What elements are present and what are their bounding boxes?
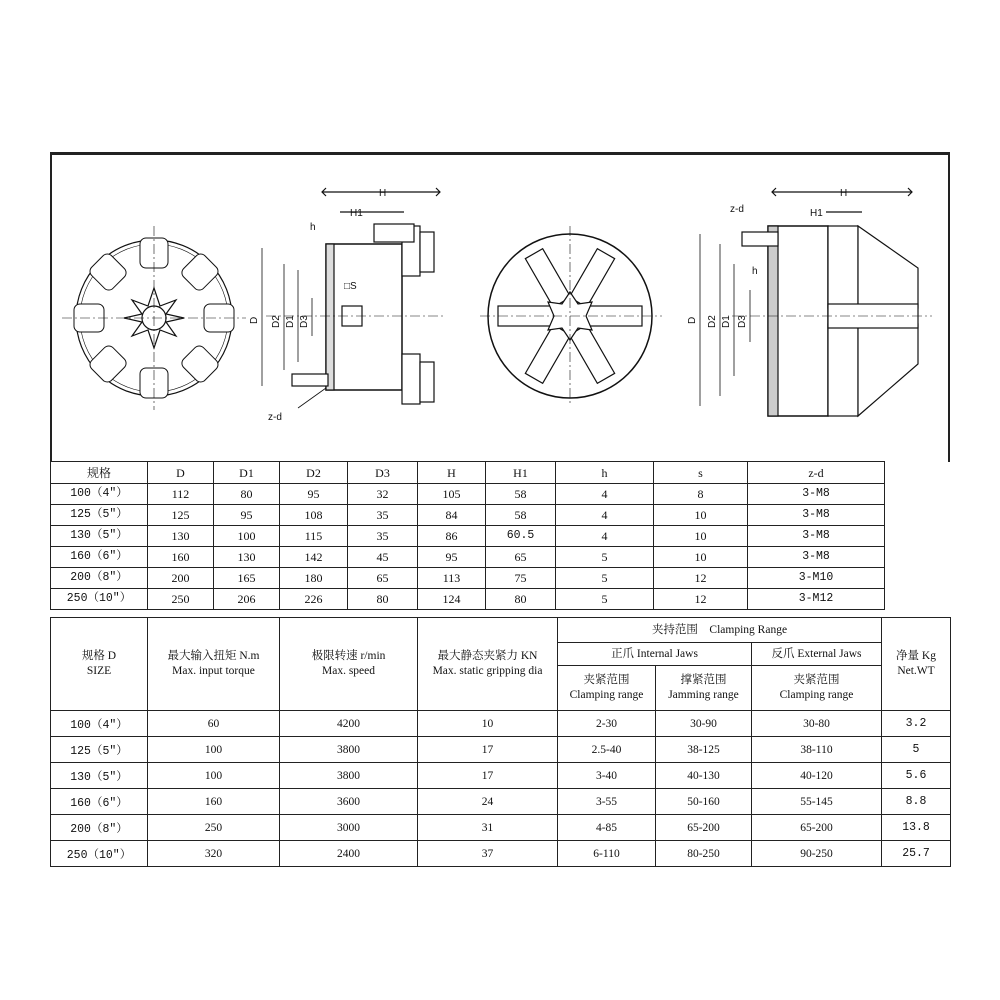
cell: 113 (418, 568, 486, 589)
technical-drawings (52, 156, 948, 460)
force-header (418, 618, 558, 711)
cell: 226 (280, 589, 348, 610)
cell: 100 (148, 763, 280, 789)
spec-header-row (51, 462, 885, 484)
internal-clamping-en: Clamping range (569, 689, 644, 701)
cell: 40-120 (752, 763, 882, 789)
cell: 10 (654, 526, 748, 547)
cell: 65-200 (656, 815, 752, 841)
cell: 4200 (280, 711, 418, 737)
frame-top-rule (50, 152, 950, 155)
external-clamping-en: Clamping range (779, 689, 854, 701)
cell: 3-M8 (748, 484, 885, 505)
cell: 3-40 (558, 763, 656, 789)
cell: 2-30 (558, 711, 656, 737)
header-small-h: h (556, 462, 654, 484)
cell: 3-55 (558, 789, 656, 815)
cell: 250 (148, 815, 280, 841)
dim-d-label: D (249, 316, 260, 324)
dim-zd-label-2: z-d (730, 204, 744, 215)
cell: 25.7 (882, 841, 951, 867)
dim-d1-label-2: D1 (721, 315, 732, 328)
cell: 10 (418, 711, 558, 737)
cell: 4 (556, 505, 654, 526)
table-row (51, 526, 885, 547)
cell: 31 (418, 815, 558, 841)
cell: 40-130 (656, 763, 752, 789)
table-row (51, 711, 951, 737)
cell: 115 (280, 526, 348, 547)
speed-header-cn: 极限转速 r/min (311, 650, 386, 662)
cell: 125 (148, 505, 214, 526)
torque-header-en: Max. input torque (172, 665, 255, 677)
cell: 3-M8 (748, 547, 885, 568)
dimension-spec-table (50, 461, 885, 610)
weight-header (882, 618, 951, 711)
side-view-drawing (249, 188, 444, 423)
table-row (51, 568, 885, 589)
cell: 30-90 (656, 711, 752, 737)
external-clamping-header (752, 666, 882, 711)
cell: 65 (486, 547, 556, 568)
dim-h-label-2: H (840, 188, 848, 199)
cell: 38-110 (752, 737, 882, 763)
cell: 320 (148, 841, 280, 867)
force-header-en: Max. static gripping dia (432, 665, 543, 677)
size-header (51, 618, 148, 711)
speed-header-en: Max. speed (321, 665, 375, 677)
back-view-drawing (480, 226, 662, 406)
cell: 125（5″） (51, 737, 148, 763)
speed-header (280, 618, 418, 711)
jamming-en: Jamming range (668, 689, 739, 701)
cell: 95 (418, 547, 486, 568)
cell: 32 (348, 484, 418, 505)
cell: 80 (348, 589, 418, 610)
cell: 100（4″） (51, 484, 148, 505)
cell: 3.2 (882, 711, 951, 737)
performance-spec-table (50, 617, 951, 867)
dim-h1-label: H1 (350, 208, 363, 219)
torque-header-cn: 最大输入扭矩 N.m (167, 650, 260, 662)
cell: 12 (654, 589, 748, 610)
cell: 45 (348, 547, 418, 568)
cell: 108 (280, 505, 348, 526)
dim-small-h-label: h (310, 222, 316, 233)
cell: 37 (418, 841, 558, 867)
cell: 4-85 (558, 815, 656, 841)
cell: 35 (348, 526, 418, 547)
cell: 65 (348, 568, 418, 589)
dim-small-h-label-2: h (752, 266, 758, 277)
dim-d3-label: D3 (299, 315, 310, 328)
cell: 180 (280, 568, 348, 589)
cell: 55-145 (752, 789, 882, 815)
cell: 2.5-40 (558, 737, 656, 763)
cell: 5 (556, 547, 654, 568)
jamming-cn: 撑紧范围 (680, 674, 727, 686)
cell: 3-M8 (748, 526, 885, 547)
cell: 160 (148, 789, 280, 815)
cell: 60 (148, 711, 280, 737)
frame-right-rule (948, 152, 950, 462)
cell: 3-M12 (748, 589, 885, 610)
header-size: 规格 (51, 462, 148, 484)
cell: 60.5 (486, 526, 556, 547)
cell: 10 (654, 505, 748, 526)
external-clamping-cn: 夹紧范围 (793, 674, 840, 686)
cell: 130（5″） (51, 763, 148, 789)
dim-zd-label: z-d (268, 412, 282, 423)
cell: 130 (214, 547, 280, 568)
cell: 6-110 (558, 841, 656, 867)
cell: 10 (654, 547, 748, 568)
cell: 5 (556, 589, 654, 610)
internal-jaws-header: 正爪 Internal Jaws (558, 643, 752, 666)
dim-d2-label-2: D2 (707, 315, 718, 328)
table-row (51, 484, 885, 505)
cell: 130（5″） (51, 526, 148, 547)
dim-s-label: □S (344, 281, 357, 292)
cell: 50-160 (656, 789, 752, 815)
cell: 250 (148, 589, 214, 610)
cell: 5.6 (882, 763, 951, 789)
header-d2: D2 (280, 462, 348, 484)
cell: 80 (214, 484, 280, 505)
cell: 58 (486, 505, 556, 526)
cell: 200（8″） (51, 815, 148, 841)
cell: 5 (556, 568, 654, 589)
header-h: H (418, 462, 486, 484)
cell: 86 (418, 526, 486, 547)
cell: 90-250 (752, 841, 882, 867)
cell: 100（4″） (51, 711, 148, 737)
cell: 95 (280, 484, 348, 505)
cell: 75 (486, 568, 556, 589)
internal-clamping-header (558, 666, 656, 711)
dim-d2-label: D2 (271, 315, 282, 328)
weight-header-en: Net.WT (897, 665, 935, 677)
external-jaws-header: 反爪 External Jaws (752, 643, 882, 666)
header-d1: D1 (214, 462, 280, 484)
cell: 12 (654, 568, 748, 589)
dim-h-label: H (379, 188, 387, 199)
force-header-cn: 最大静态夹紧力 KN (437, 650, 538, 662)
cell: 105 (418, 484, 486, 505)
header-s: s (654, 462, 748, 484)
cell: 3-M8 (748, 505, 885, 526)
cell: 3800 (280, 763, 418, 789)
cell: 160（6″） (51, 789, 148, 815)
cell: 142 (280, 547, 348, 568)
dim-d1-label: D1 (285, 315, 296, 328)
table-row (51, 815, 951, 841)
perf-header-row-1 (51, 618, 951, 643)
cell: 80-250 (656, 841, 752, 867)
cell: 112 (148, 484, 214, 505)
cell: 80 (486, 589, 556, 610)
dim-h1-label-2: H1 (810, 208, 823, 219)
header-h1: H1 (486, 462, 556, 484)
table-row (51, 763, 951, 789)
cell: 100 (214, 526, 280, 547)
cell: 165 (214, 568, 280, 589)
cell: 84 (418, 505, 486, 526)
table-row (51, 841, 951, 867)
section-view-drawing (687, 188, 932, 416)
header-d3: D3 (348, 462, 418, 484)
cell: 8 (654, 484, 748, 505)
cell: 2400 (280, 841, 418, 867)
torque-header (148, 618, 280, 711)
table-row (51, 505, 885, 526)
dim-d-label-2: D (687, 316, 698, 324)
cell: 200 (148, 568, 214, 589)
cell: 17 (418, 763, 558, 789)
cell: 8.8 (882, 789, 951, 815)
size-header-cn: 规格 D (81, 650, 117, 662)
cell: 100 (148, 737, 280, 763)
internal-clamping-cn: 夹紧范围 (583, 674, 630, 686)
cell: 13.8 (882, 815, 951, 841)
cell: 3000 (280, 815, 418, 841)
cell: 160（6″） (51, 547, 148, 568)
cell: 17 (418, 737, 558, 763)
cell: 3600 (280, 789, 418, 815)
dim-d3-label-2: D3 (737, 315, 748, 328)
clamping-range-header: 夹持范围 Clamping Range (558, 618, 882, 643)
header-zd: z-d (748, 462, 885, 484)
front-view-drawing (52, 205, 267, 431)
cell: 24 (418, 789, 558, 815)
cell: 250（10″） (51, 589, 148, 610)
size-header-en: SIZE (86, 665, 112, 677)
table-row (51, 589, 885, 610)
cell: 3-M10 (748, 568, 885, 589)
cell: 3800 (280, 737, 418, 763)
cell: 250（10″） (51, 841, 148, 867)
cell: 200（8″） (51, 568, 148, 589)
weight-header-cn: 净量 Kg (896, 650, 936, 662)
jamming-header (656, 666, 752, 711)
table-row (51, 737, 951, 763)
cell: 206 (214, 589, 280, 610)
cell: 95 (214, 505, 280, 526)
table-row (51, 789, 951, 815)
cell: 125（5″） (51, 505, 148, 526)
header-d: D (148, 462, 214, 484)
cell: 160 (148, 547, 214, 568)
cell: 65-200 (752, 815, 882, 841)
cell: 35 (348, 505, 418, 526)
table-row (51, 547, 885, 568)
cell: 30-80 (752, 711, 882, 737)
cell: 130 (148, 526, 214, 547)
cell: 124 (418, 589, 486, 610)
cell: 58 (486, 484, 556, 505)
cell: 4 (556, 484, 654, 505)
cell: 5 (882, 737, 951, 763)
cell: 38-125 (656, 737, 752, 763)
cell: 4 (556, 526, 654, 547)
